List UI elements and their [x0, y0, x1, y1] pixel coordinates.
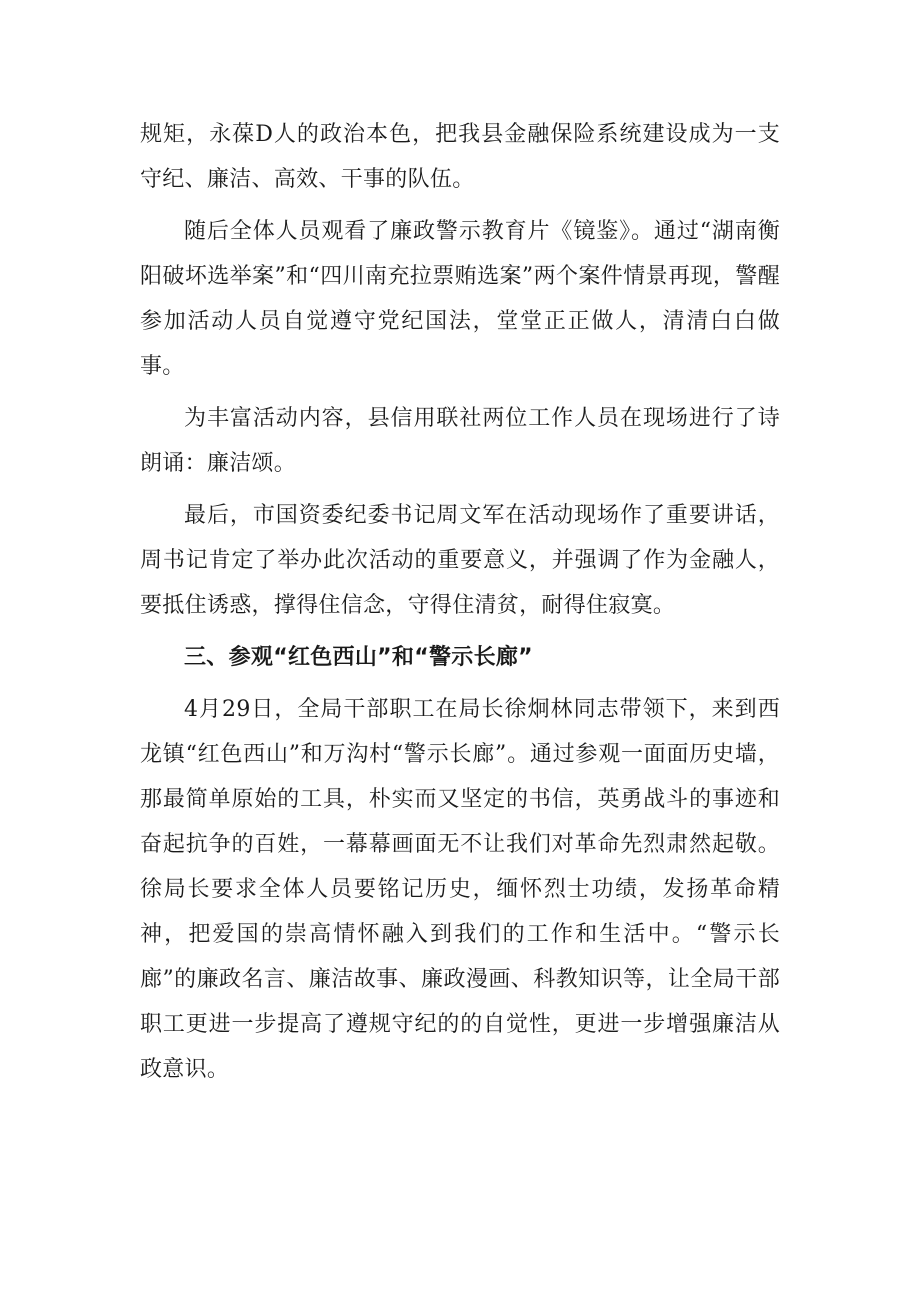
document-body	[140, 112, 780, 1099]
paragraph-poetry-recital: 为丰富活动内容，县信用联社两位工作人员在现场进行了诗朗诵：廉洁颂。	[140, 406, 780, 476]
paragraph-warning-film: 随后全体人员观看了廉政警示教育片《镜鉴》。通过“湖南衡阳破坏选举案”和“四川南充拉票贿选案”两个案件情景再现，警醒参加活动人员自觉遵守党纪国法，堂堂正正做人，清清白白做事。	[140, 219, 780, 379]
paragraph-continuation: 规矩，永葆D人的政治本色，把我县金融保险系统建设成为一支守纪、廉洁、高效、干事的队伍。	[140, 122, 780, 192]
section-heading: 三、参观“红色西山”和“警示长廊”	[184, 645, 533, 670]
paragraph-closing-speech: 最后，市国资委纪委书记周文军在活动现场作了重要讲话，周书记肯定了举办此次活动的重要意义，并强调了作为金融人，要抵住诱惑，撑得住信念，守得住清贫，耐得住寂寞。	[140, 503, 780, 618]
paragraph-visit: 4月29日，全局干部职工在局长徐炯林同志带领下，来到西龙镇“红色西山”和万沟村“警示长廊”。通过参观一面面历史墙，那最简单原始的工具，朴实而又坚定的书信，英勇战斗的事迹和奋起抗争的百姓，一幕幕画面无不让我们对革命先烈肃然起敬。徐局长要求全体人员要铭记历史，缅怀烈士功绩，发扬革命精神，把爱国的崇高情怀融入到我们的工作和生活中。“警示长廊”的廉政名言、廉洁故事、廉政漫画、科教知识等，让全局干部职工更进一步提高了遵规守纪的的自觉性，更进一步增强廉洁从政意识。	[140, 697, 780, 1082]
